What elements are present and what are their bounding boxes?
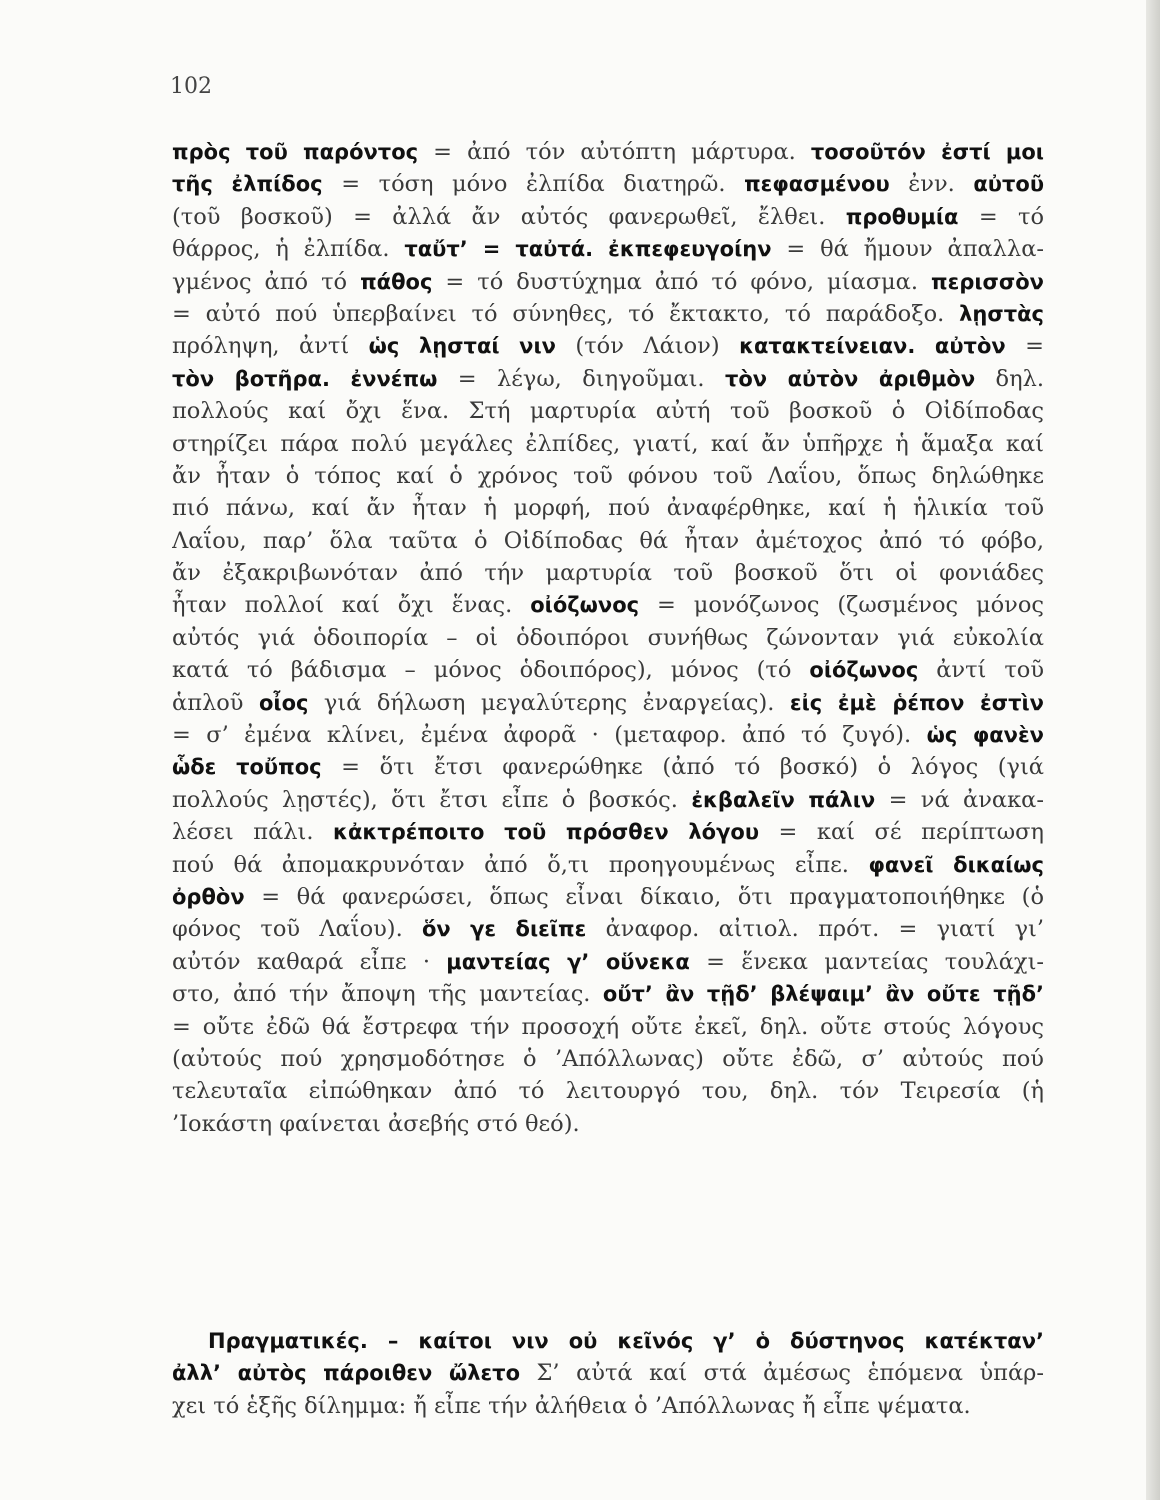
text-line: [172, 460, 1044, 492]
page-number: 102: [170, 74, 212, 99]
text-line: [172, 719, 1044, 751]
text-line: [172, 525, 1044, 557]
text-line: [172, 557, 1044, 589]
lemma-term: προθυμία: [845, 204, 959, 229]
lemma-term: φανεῖ δικαίως: [868, 852, 1044, 877]
text-line: [172, 1357, 1044, 1389]
text-line: [172, 233, 1044, 265]
gloss-text: γιά δήλωση μεγαλύτερης ἐναργείας).: [308, 689, 790, 716]
gloss-text: αὐτόν καθαρά εἶπε ·: [172, 948, 447, 975]
text-line: [172, 428, 1044, 460]
gloss-text: πιό πάνω, καί ἄν ἦταν ἡ μορφή, πού ἀναφέρθηκε, καί ἡ ἡλικία τοῦ: [172, 495, 1044, 522]
gloss-text: ἁπλοῦ: [172, 689, 259, 716]
lemma-term: οἰόζωνος: [809, 658, 919, 683]
lemma-term: πάθος: [360, 269, 433, 294]
gloss-text: θάρρος, ἡ ἐλπίδα.: [172, 236, 405, 263]
lemma-term: μαντείας γ’ οὕνεκα: [446, 949, 690, 974]
lemma-term: κατακτείνειαν. αὐτὸν: [739, 334, 1006, 359]
lemma-term: ὡς φανὲν: [926, 723, 1044, 748]
lemma-term: οὔτ’ ἂν τῇδ’ βλέψαιμ’ ἂν οὔτε τῇδ’: [602, 982, 1044, 1007]
text-line: [172, 1043, 1044, 1075]
gloss-text: = οὔτε ἐδῶ θά ἔστρεφα τήν προσοχή οὔτε ἐκεῖ, δηλ. οὔτε στούς λόγους: [172, 1013, 1044, 1040]
lemma-term: τοσοῦτόν ἐστί μοι: [810, 140, 1044, 164]
text-line: [172, 816, 1044, 848]
gloss-text: (τοῦ βοσκοῦ) = ἀλλά ἄν αὐτός φανερωθεῖ, ἔλθει.: [172, 203, 846, 230]
text-line: [172, 201, 1044, 233]
lemma-term: ὀρθὸν: [172, 884, 245, 909]
text-line: [172, 1108, 1044, 1140]
gloss-text: ἄν ἐξακριβωνόταν ἀπό τήν μαρτυρία τοῦ βοσκοῦ ὅτι οἱ φονιάδες: [172, 560, 1044, 587]
lemma-term: περισσὸν: [931, 269, 1044, 294]
page-gutter-shadow: [1146, 0, 1160, 1500]
text-line: [172, 881, 1044, 913]
lemma-term: ἐκβαλεῖν πάλιν: [691, 787, 876, 812]
text-line: [172, 978, 1044, 1010]
gloss-text: = σ’ ἐμένα κλίνει, ἐμένα ἀφορᾶ · (μεταφορ. ἀπό τό ζυγό).: [172, 722, 927, 749]
gloss-text: κατά τό βάδισμα – μόνος ὁδοιπόρος), μόνος (τό: [172, 657, 810, 684]
text-line: [172, 168, 1044, 200]
gloss-text: πρόληψη, ἀντί: [172, 333, 369, 360]
gloss-text: πολλούς λῃστές), ὅτι ἔτσι εἶπε ὁ βοσκός.: [172, 786, 692, 813]
gloss-text: = τό δυστύχημα ἀπό τό φόνο, μίασμα.: [432, 268, 932, 295]
text-line: [172, 395, 1044, 427]
text-line: [172, 589, 1044, 621]
lemma-term: ὧδε τοὔπος: [172, 755, 322, 780]
gloss-text: λέσει πάλι.: [172, 819, 334, 846]
lemma-term: πεφασμένου: [744, 172, 890, 197]
gloss-text: = μονόζωνος (ζωσμένος μόνος: [639, 592, 1044, 619]
gloss-text: πολλούς καί ὄχι ἕνα. Στή μαρτυρία αὐτή τοῦ βοσκοῦ ὁ Οἰδίποδας: [172, 398, 1044, 425]
lemma-term: τὸν αὐτὸν ἀριθμὸν: [724, 366, 976, 391]
lemma-term: ὅν γε διεῖπε: [421, 917, 587, 942]
gloss-text: στο, ἀπό τήν ἄποψη τῆς μαντείας.: [172, 981, 603, 1008]
gloss-text: στηρίζει πάρα πολύ μεγάλες ἐλπίδες, γιατί, καί ἄν ὑπῆρχε ἡ ἅμαξα καί: [172, 430, 1044, 457]
gloss-text: = ὅτι ἔτσι φανερώθηκε (ἀπό τό βοσκό) ὁ λόγος (γιά: [321, 754, 1044, 781]
gloss-text: τελευταῖα εἰπώθηκαν ἀπό τό λειτουργό του, δηλ. τόν Τειρεσία (ἡ: [172, 1078, 1044, 1105]
lemma-term: οἶος: [258, 690, 309, 715]
text-line: [172, 751, 1044, 783]
lemma-term: Πραγματικές. – καίτοι νιν οὐ κεῖνός γ’ ὁ δύστηνος κατέκταν’: [208, 1329, 1044, 1353]
gloss-text: ἀντί τοῦ: [918, 657, 1044, 684]
lemma-term: αὐτοῦ: [973, 172, 1044, 197]
gloss-text: φόνος τοῦ Λαΐου).: [172, 916, 422, 943]
commentary-paragraph-pragmatikes: [172, 1325, 1044, 1422]
lemma-term: τὸν βοτῆρα. ἐννέπω: [172, 366, 438, 391]
gloss-text: Λαΐου, παρ’ ὅλα ταῦτα ὁ Οἰδίποδας θά ἦταν ἀμέτοχος ἀπό τό φόβο,: [172, 527, 1044, 554]
gloss-text: χει τό ἑξῆς δίλημμα: ἤ εἶπε τήν ἀλήθεια ὁ ’Απόλλωνας ἤ εἶπε ψέματα.: [172, 1392, 971, 1419]
gloss-text: = λέγω, διηγοῦμαι.: [437, 365, 725, 392]
gloss-text: αὐτός γιά ὁδοιπορία – οἱ ὁδοιπόροι συνήθως ζώνονταν γιά εὐκολία: [172, 624, 1044, 651]
lemma-term: ταὔτ’ = ταὐτά. ἐκπεφευγοίην: [404, 237, 772, 262]
text-line: [172, 622, 1044, 654]
gloss-text: (τόν Λάιον): [555, 333, 740, 360]
gloss-text: = ἀπό τόν αὐτόπτη μάρτυρα.: [418, 139, 811, 165]
gloss-text: = νά ἀνακα-: [875, 786, 1044, 813]
gloss-text: = καί σέ περίπτωση: [759, 819, 1044, 846]
lemma-term: λῃστὰς: [959, 301, 1044, 326]
gloss-text: ἐνν.: [889, 171, 974, 198]
text-line: [172, 687, 1044, 719]
gloss-text: (αὐτούς πού χρησμοδότησε ὁ ’Απόλλωνας) οὔτε ἐδῶ, σ’ αὐτούς πού: [172, 1045, 1044, 1072]
text-line: [172, 363, 1044, 395]
lemma-term: ἀλλ’ αὐτὸς πάροιθεν ὤλετο: [172, 1361, 521, 1386]
gloss-text: = αὐτό πού ὑπερβαίνει τό σύνηθες, τό ἔκτακτο, τό παράδοξο.: [172, 300, 960, 327]
gloss-text: = θά φανερώσει, ὅπως εἶναι δίκαιο, ὅτι πραγματοποιήθηκε (ὁ: [244, 883, 1044, 910]
lemma-term: τῆς ἐλπίδος: [172, 172, 323, 197]
text-line: [172, 849, 1044, 881]
gloss-text: = θά ἤμουν ἀπαλλα-: [771, 236, 1044, 263]
text-line: [172, 136, 1044, 168]
gloss-text: =: [1005, 333, 1044, 360]
text-line: [172, 1390, 1044, 1422]
text-line: [172, 492, 1044, 524]
gloss-text: Σ’ αὐτά καί στά ἀμέσως ἑπόμενα ὑπάρ-: [520, 1360, 1044, 1387]
gloss-text: ἦταν πολλοί καί ὄχι ἕνας.: [172, 592, 531, 619]
text-line: [172, 654, 1044, 686]
gloss-text: πού θά ἀπομακρυνόταν ἀπό ὅ,τι προηγουμένως εἶπε.: [172, 851, 869, 878]
lemma-term: εἰς ἐμὲ ῥέπον ἐστὶν: [789, 690, 1044, 715]
lemma-term: οἰόζωνος: [530, 593, 640, 618]
text-line: [172, 330, 1044, 362]
text-line: [172, 946, 1044, 978]
gloss-text: = ἕνεκα μαντείας τουλάχι-: [689, 948, 1044, 975]
gloss-text: ἄν ἦταν ὁ τόπος καί ὁ χρόνος τοῦ φόνου τοῦ Λαΐου, ὅπως δηλώθηκε: [172, 462, 1044, 489]
lemma-term: κἀκτρέποιτο τοῦ πρόσθεν λόγου: [333, 820, 760, 845]
gloss-text: = τόση μόνο ἐλπίδα διατηρῶ.: [322, 171, 745, 198]
lemma-term: ὡς λῃσταί νιν: [368, 334, 556, 359]
gloss-text: ’Ιοκάστη φαίνεται ἀσεβής στό θεό).: [172, 1110, 580, 1137]
gloss-text: δηλ.: [975, 365, 1044, 392]
text-line: [172, 784, 1044, 816]
gloss-text: = τό: [958, 203, 1044, 230]
gloss-text: γμένος ἀπό τό: [172, 268, 361, 295]
text-line: [172, 1075, 1044, 1107]
text-line: [172, 913, 1044, 945]
commentary-paragraph: [172, 136, 1044, 1140]
text-line: [172, 1011, 1044, 1043]
text-line: [172, 1325, 1044, 1357]
lemma-term: πρὸς τοῦ παρόντος: [172, 140, 419, 164]
text-line: [172, 298, 1044, 330]
gloss-text: ἀναφορ. αἰτιολ. πρότ. = γιατί γι’: [586, 916, 1044, 943]
text-line: [172, 266, 1044, 298]
